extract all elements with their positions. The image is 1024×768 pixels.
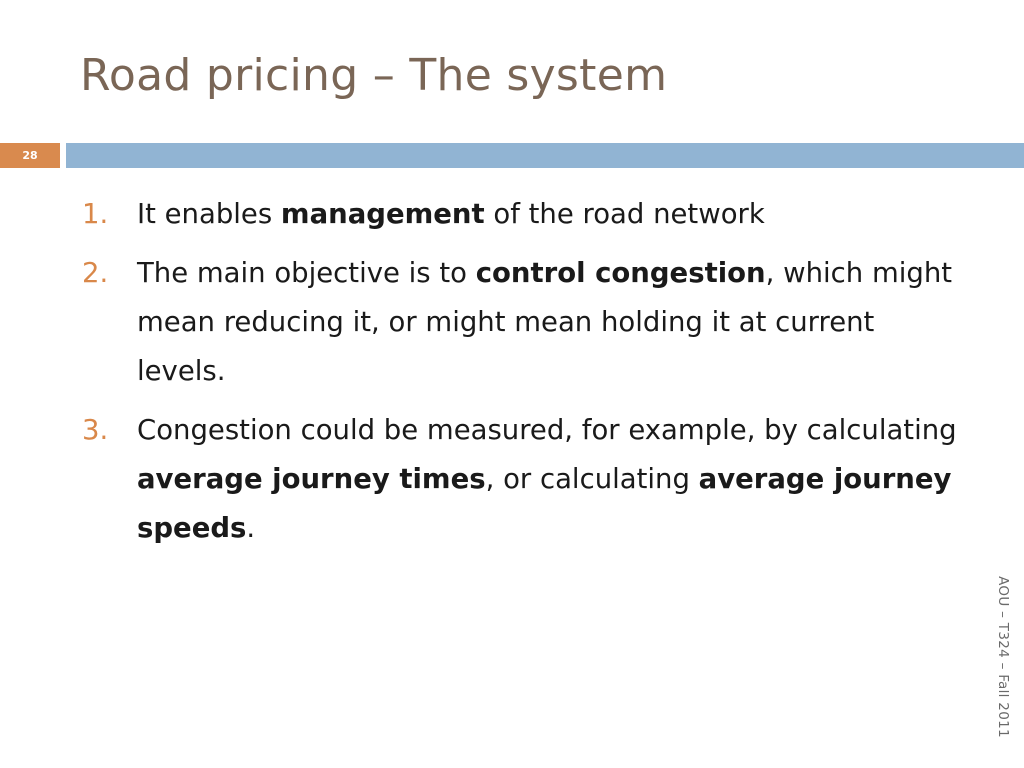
bold-text-run: average journey times: [137, 463, 486, 495]
text-run: , which might mean reducing it, or might mean holding it at current levels.: [137, 257, 953, 387]
bullet-list: [82, 190, 962, 563]
text-run: The main objective is to: [137, 257, 476, 289]
list-item-number: 3.: [82, 414, 109, 446]
text-run: , or calculating: [485, 463, 699, 495]
list-item: [82, 249, 962, 396]
text-run: Congestion could be measured, for example, by calculating: [137, 414, 957, 446]
list-item-text: [137, 406, 962, 553]
slide-title: Road pricing – The system: [80, 50, 668, 101]
list-item-text: [137, 190, 962, 239]
bold-text-run: control congestion: [475, 257, 766, 289]
text-run: It enables: [137, 198, 281, 230]
list-item-text: [137, 249, 962, 396]
bold-text-run: average journey speeds: [137, 463, 952, 544]
list-item: [82, 190, 962, 239]
list-item-number: 1.: [82, 198, 109, 230]
list-item: [82, 406, 962, 553]
text-run: of the road network: [484, 198, 765, 230]
bold-text-run: management: [280, 198, 485, 230]
footer-course-label: AOU – T324 – Fall 2011: [995, 576, 1011, 738]
slide-number-badge: 28: [0, 143, 60, 168]
list-item-number: 2.: [82, 257, 109, 289]
title-divider-bar: [66, 143, 1024, 168]
text-run: .: [246, 512, 256, 544]
